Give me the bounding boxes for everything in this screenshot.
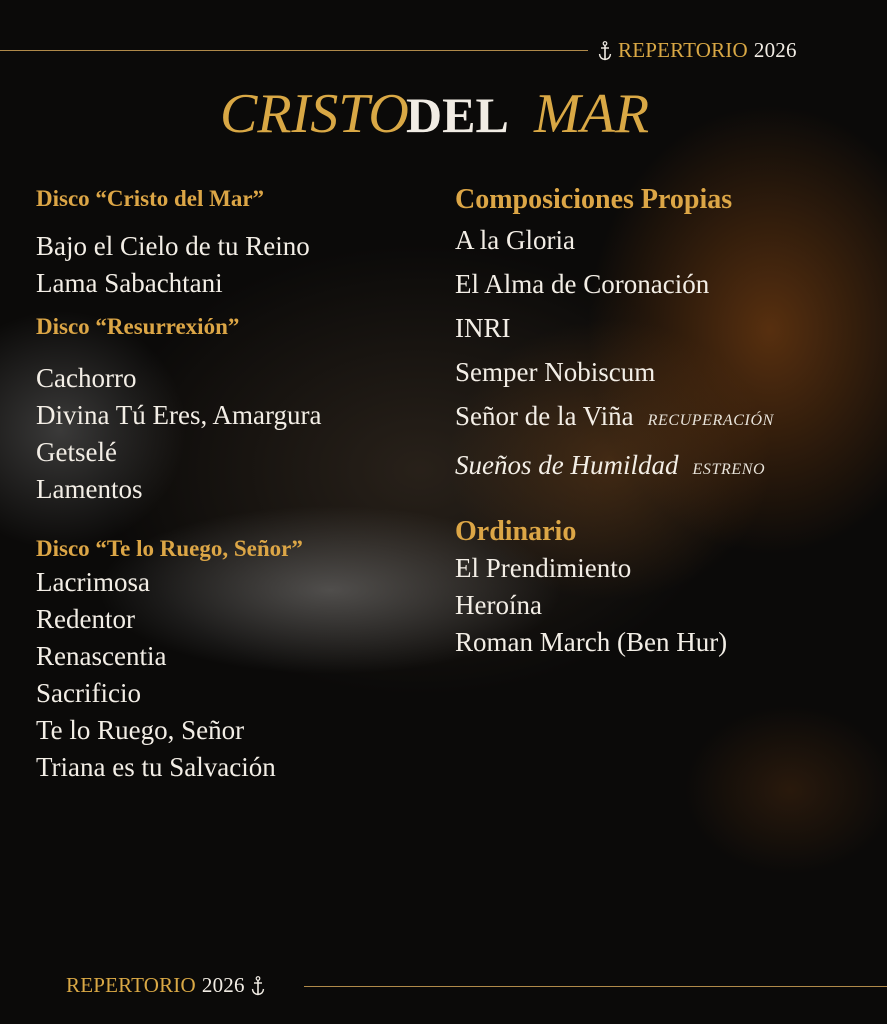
list-item: A la Gloria [455,225,575,255]
list-item: Te lo Ruego, Señor [36,715,245,745]
list-item: Lamentos [36,474,143,504]
header-repertorio-label: REPERTORIO [618,38,748,62]
title-part-del: DEL [406,87,509,143]
right-column [455,182,875,661]
list-item: Heroína [455,590,542,620]
section-heading: Disco “Cristo del Mar” [36,186,265,211]
bottom-divider [304,986,887,987]
section-heading: Composiciones Propias [455,184,733,215]
list-item: INRI [455,313,511,343]
list-item: Divina Tú Eres, Amargura [36,400,322,430]
recuperacion-tag: RECUPERACIÓN [647,412,774,429]
left-column [36,184,436,786]
list-item: Semper Nobiscum [455,357,656,387]
section-disco-cristo-del-mar [36,184,436,302]
list-item: Roman March (Ben Hur) [455,627,728,657]
list-item: Sueños de Humildad ESTRENO [455,450,766,480]
section-ordinario [455,514,875,661]
footer-repertorio [66,973,265,998]
anchor-icon [598,41,612,61]
list-item: Cachorro [36,363,137,393]
list-item: Getselé [36,437,117,467]
section-heading: Disco “Resurrexión” [36,314,240,339]
header-repertorio-year: 2026 [753,38,797,62]
page-title [220,60,680,160]
list-item: Sacrificio [36,678,141,708]
list-item: El Alma de Coronación [455,269,710,299]
footer-repertorio-year: 2026 [201,973,245,997]
list-item: Señor de la Viña RECUPERACIÓN [455,401,774,431]
list-item: Redentor [36,604,135,634]
title-part-mar: MAR [534,83,650,145]
list-item: El Prendimiento [455,553,632,583]
estreno-tag: ESTRENO [692,461,766,478]
section-heading: Disco “Te lo Ruego, Señor” [36,536,303,561]
title-part-cristo: CRISTO [220,83,409,145]
section-heading: Ordinario [455,516,577,547]
section-disco-te-lo-ruego [36,534,436,786]
list-item: Bajo el Cielo de tu Reino [36,231,310,261]
anchor-icon [251,976,265,996]
list-item: Lacrimosa [36,567,150,597]
top-divider [0,50,588,51]
list-item: Lama Sabachtani [36,268,223,298]
footer-repertorio-label: REPERTORIO [66,973,196,997]
list-item: Triana es tu Salvación [36,752,276,782]
section-disco-resurrexion [36,312,436,508]
list-item: Renascentia [36,641,167,671]
section-composiciones-propias [455,182,875,492]
